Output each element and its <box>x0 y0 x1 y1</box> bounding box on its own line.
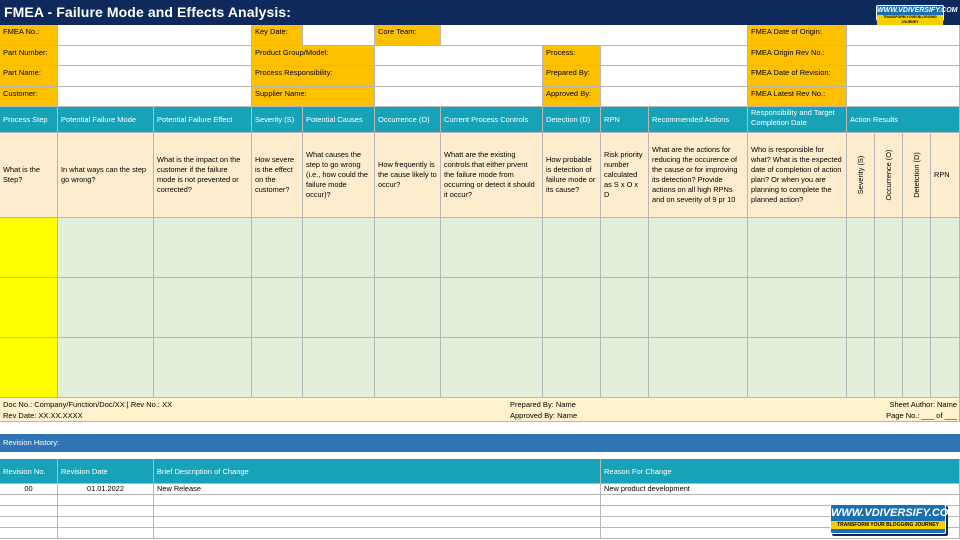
revision-row-cell[interactable]: New Release <box>154 484 601 495</box>
page-title: FMEA - Failure Mode and Effects Analysis: <box>4 4 291 20</box>
desc-failure-mode <box>58 133 154 218</box>
process-label: Process: <box>543 46 601 66</box>
grid-cell[interactable] <box>601 278 649 338</box>
grid-cell[interactable] <box>303 278 375 338</box>
rev-col-reason: Reason For Change <box>601 459 960 484</box>
grid-cell[interactable] <box>154 338 252 398</box>
fmea-date-revision-field[interactable] <box>847 66 960 87</box>
approved-by-label: Approved By: <box>543 87 601 107</box>
grid-cell[interactable] <box>931 278 960 338</box>
grid-cell[interactable] <box>875 278 903 338</box>
grid-cell[interactable] <box>0 278 58 338</box>
grid-cell[interactable] <box>649 218 748 278</box>
fmea-no-label: FMEA No.: <box>0 25 58 46</box>
footer-rev-date: Rev Date: XX.XX.XXXX <box>3 411 83 420</box>
col-rpn: RPN <box>601 107 649 133</box>
customer-label: Customer: <box>0 87 58 107</box>
col-responsibility: Responsibility and Target Completion Date <box>748 107 847 133</box>
col-potential-failure-mode: Potential Failure Mode <box>58 107 154 133</box>
revision-empty-cell[interactable] <box>0 528 58 539</box>
desc-result-occurrence-text: Occurrence (O) <box>883 149 893 201</box>
revision-empty-cell[interactable] <box>58 495 154 506</box>
desc-responsibility <box>748 133 847 218</box>
revision-empty-cell[interactable] <box>154 506 601 517</box>
desc-occurrence <box>375 133 441 218</box>
customer-field[interactable] <box>58 87 252 107</box>
col-potential-causes: Potential Causes <box>303 107 375 133</box>
grid-cell[interactable] <box>931 218 960 278</box>
desc-result-rpn-text: RPN <box>934 170 950 179</box>
product-group-field[interactable] <box>375 46 543 66</box>
supplier-name-label: Supplier Name: <box>252 87 375 107</box>
core-team-label: Core Team: <box>375 25 441 46</box>
fmea-date-origin-field[interactable] <box>847 25 960 46</box>
grid-cell[interactable] <box>375 278 441 338</box>
desc-result-severity-text: Severity (S) <box>855 155 865 195</box>
part-number-label: Part Number: <box>0 46 58 66</box>
footer-sheet-author: Sheet Author: Name <box>889 400 957 409</box>
desc-result-occurrence <box>875 133 903 218</box>
part-number-field[interactable] <box>58 46 252 66</box>
fmea-no-field[interactable] <box>58 25 252 46</box>
process-responsibility-field[interactable] <box>375 66 543 87</box>
grid-cell[interactable] <box>847 218 875 278</box>
grid-cell[interactable] <box>649 338 748 398</box>
revision-empty-cell[interactable] <box>0 506 58 517</box>
grid-cell[interactable] <box>543 218 601 278</box>
fmea-origin-rev-label: FMEA Origin Rev No.: <box>748 46 847 66</box>
document-footer <box>0 398 960 422</box>
grid-cell[interactable] <box>903 218 931 278</box>
col-process-step: Process Step <box>0 107 58 133</box>
rev-col-revision-no: Revision No. <box>0 459 58 484</box>
grid-cell[interactable] <box>875 218 903 278</box>
desc-result-detection-text: Detetction (D) <box>911 152 921 198</box>
revision-empty-cell[interactable] <box>0 517 58 528</box>
desc-causes <box>303 133 375 218</box>
process-field[interactable] <box>601 46 748 66</box>
revision-history-title: Revision History: <box>0 434 960 452</box>
key-date-label: Key Date: <box>252 25 303 46</box>
title-bar <box>0 0 960 25</box>
grid-cell[interactable] <box>601 218 649 278</box>
desc-responsibility-text: Who is responsible for what? What is the expected date of completion of action plan? Or when you are planning to complete the planned action? <box>751 145 842 204</box>
logo-tagline: TRANSFORM YOUR BLOGGING JOURNEY <box>877 15 943 25</box>
revision-empty-cell[interactable] <box>58 517 154 528</box>
footer-page-no: Page No.: ___ of ___ <box>886 411 957 420</box>
rev-col-revision-date: Revision Date <box>58 459 154 484</box>
desc-process-step-text: What is the Step? <box>3 165 40 184</box>
rev-col-description: Brief Description of Change <box>154 459 601 484</box>
desc-detection-text: How probable is detection of failure mode or its cause? <box>546 155 596 194</box>
grid-cell[interactable] <box>748 338 847 398</box>
brand-logo-large <box>830 504 958 534</box>
grid-cell[interactable] <box>847 338 875 398</box>
desc-rpn <box>601 133 649 218</box>
grid-cell[interactable] <box>931 338 960 398</box>
grid-cell[interactable] <box>847 278 875 338</box>
grid-cell[interactable] <box>375 338 441 398</box>
grid-cell[interactable] <box>58 278 154 338</box>
grid-cell[interactable] <box>375 218 441 278</box>
desc-rpn-text: Risk priority number calculated as S x O x D <box>604 150 643 199</box>
grid-cell[interactable] <box>601 338 649 398</box>
prepared-by-field[interactable] <box>601 66 748 87</box>
grid-cell[interactable] <box>875 338 903 398</box>
logo-large-text: WWW.VDIVERSIFY.COM <box>831 507 958 519</box>
grid-cell[interactable] <box>543 338 601 398</box>
logo-large-tagline: TRANSFORM YOUR BLOGGING JOURNEY <box>831 521 945 529</box>
grid-cell[interactable] <box>649 278 748 338</box>
revision-row-cell[interactable]: 00 <box>0 484 58 495</box>
grid-cell[interactable] <box>252 338 303 398</box>
prepared-by-label: Prepared By: <box>543 66 601 87</box>
col-potential-failure-effect: Potential Failure Effect <box>154 107 252 133</box>
grid-cell[interactable] <box>154 278 252 338</box>
process-responsibility-label: Process Responsibility: <box>252 66 375 87</box>
fmea-latest-rev-field[interactable] <box>847 87 960 107</box>
fmea-date-origin-label: FMEA Date of Origin: <box>748 25 847 46</box>
revision-empty-cell[interactable] <box>154 528 601 539</box>
revision-empty-cell[interactable] <box>58 506 154 517</box>
revision-row-cell[interactable]: New product development <box>601 484 960 495</box>
approved-by-field[interactable] <box>601 87 748 107</box>
col-severity: Severity (S) <box>252 107 303 133</box>
grid-cell[interactable] <box>252 218 303 278</box>
grid-cell[interactable] <box>441 278 543 338</box>
grid-cell[interactable] <box>441 338 543 398</box>
col-occurrence: Occurrence (O) <box>375 107 441 133</box>
desc-failure-effect <box>154 133 252 218</box>
revision-empty-cell[interactable] <box>154 517 601 528</box>
fmea-latest-rev-label: FMEA Latest Rev No.: <box>748 87 847 107</box>
footer-doc-no: Doc No.: Company/Function/Doc/XX | Rev No.: XX <box>3 400 173 409</box>
fmea-date-revision-label: FMEA Date of Revision: <box>748 66 847 87</box>
desc-severity-text: How severe is the effect on the customer? <box>255 155 295 194</box>
revision-empty-cell[interactable] <box>0 495 58 506</box>
brand-logo <box>876 5 958 24</box>
revision-empty-cell[interactable] <box>154 495 601 506</box>
fmea-origin-rev-field[interactable] <box>847 46 960 66</box>
revision-row-cell[interactable]: 01.01.2022 <box>58 484 154 495</box>
desc-causes-text: What causes the step to go wrong (i.e., how could the failure mode occur)? <box>306 150 369 199</box>
col-recommended-actions: Recommended Actions <box>649 107 748 133</box>
desc-result-severity <box>847 133 875 218</box>
desc-failure-mode-text: In what ways can the step go wrong? <box>61 165 147 184</box>
desc-process-step <box>0 133 58 218</box>
desc-result-rpn <box>931 133 960 218</box>
desc-recommended-actions <box>649 133 748 218</box>
grid-cell[interactable] <box>252 278 303 338</box>
grid-cell[interactable] <box>0 218 58 278</box>
desc-controls <box>441 133 543 218</box>
grid-cell[interactable] <box>748 278 847 338</box>
grid-cell[interactable] <box>303 338 375 398</box>
grid-cell[interactable] <box>0 338 58 398</box>
grid-cell[interactable] <box>58 218 154 278</box>
grid-cell[interactable] <box>748 218 847 278</box>
desc-occurrence-text: How frequently is the cause likely to occur? <box>378 160 437 189</box>
desc-result-detection <box>903 133 931 218</box>
core-team-field[interactable] <box>441 25 748 46</box>
desc-failure-effect-text: What is the impact on the customer if the failure mode is not prevented or corrected? <box>157 155 241 194</box>
revision-empty-cell[interactable] <box>58 528 154 539</box>
desc-recommended-actions-text: What are the actions for reducing the occurence of the cause or for improving its detection? Provide actions on all high RPNs and on severity of 9 pr 10 <box>652 145 738 204</box>
desc-controls-text: Whatt are the existing controls that either prvent the failure mode from occurring or detect it should it occur? <box>444 150 535 199</box>
grid-cell[interactable] <box>303 218 375 278</box>
logo-text: WWW.VDIVERSIFY.COM <box>877 7 958 14</box>
key-date-field[interactable] <box>303 25 375 46</box>
grid-cell[interactable] <box>58 338 154 398</box>
product-group-label: Product Group/Model: <box>252 46 375 66</box>
desc-detection <box>543 133 601 218</box>
grid-cell[interactable] <box>903 338 931 398</box>
supplier-name-field[interactable] <box>375 87 543 107</box>
footer-approved-by: Approved By: Name <box>510 411 578 420</box>
col-detection: Detection (D) <box>543 107 601 133</box>
part-name-field[interactable] <box>58 66 252 87</box>
col-current-process-controls: Current Process Controls <box>441 107 543 133</box>
part-name-label: Part Name: <box>0 66 58 87</box>
grid-cell[interactable] <box>154 218 252 278</box>
grid-cell[interactable] <box>543 278 601 338</box>
footer-prepared-by: Prepared By: Name <box>510 400 576 409</box>
col-action-results: Action Results <box>847 107 960 133</box>
grid-cell[interactable] <box>903 278 931 338</box>
desc-severity <box>252 133 303 218</box>
grid-cell[interactable] <box>441 218 543 278</box>
